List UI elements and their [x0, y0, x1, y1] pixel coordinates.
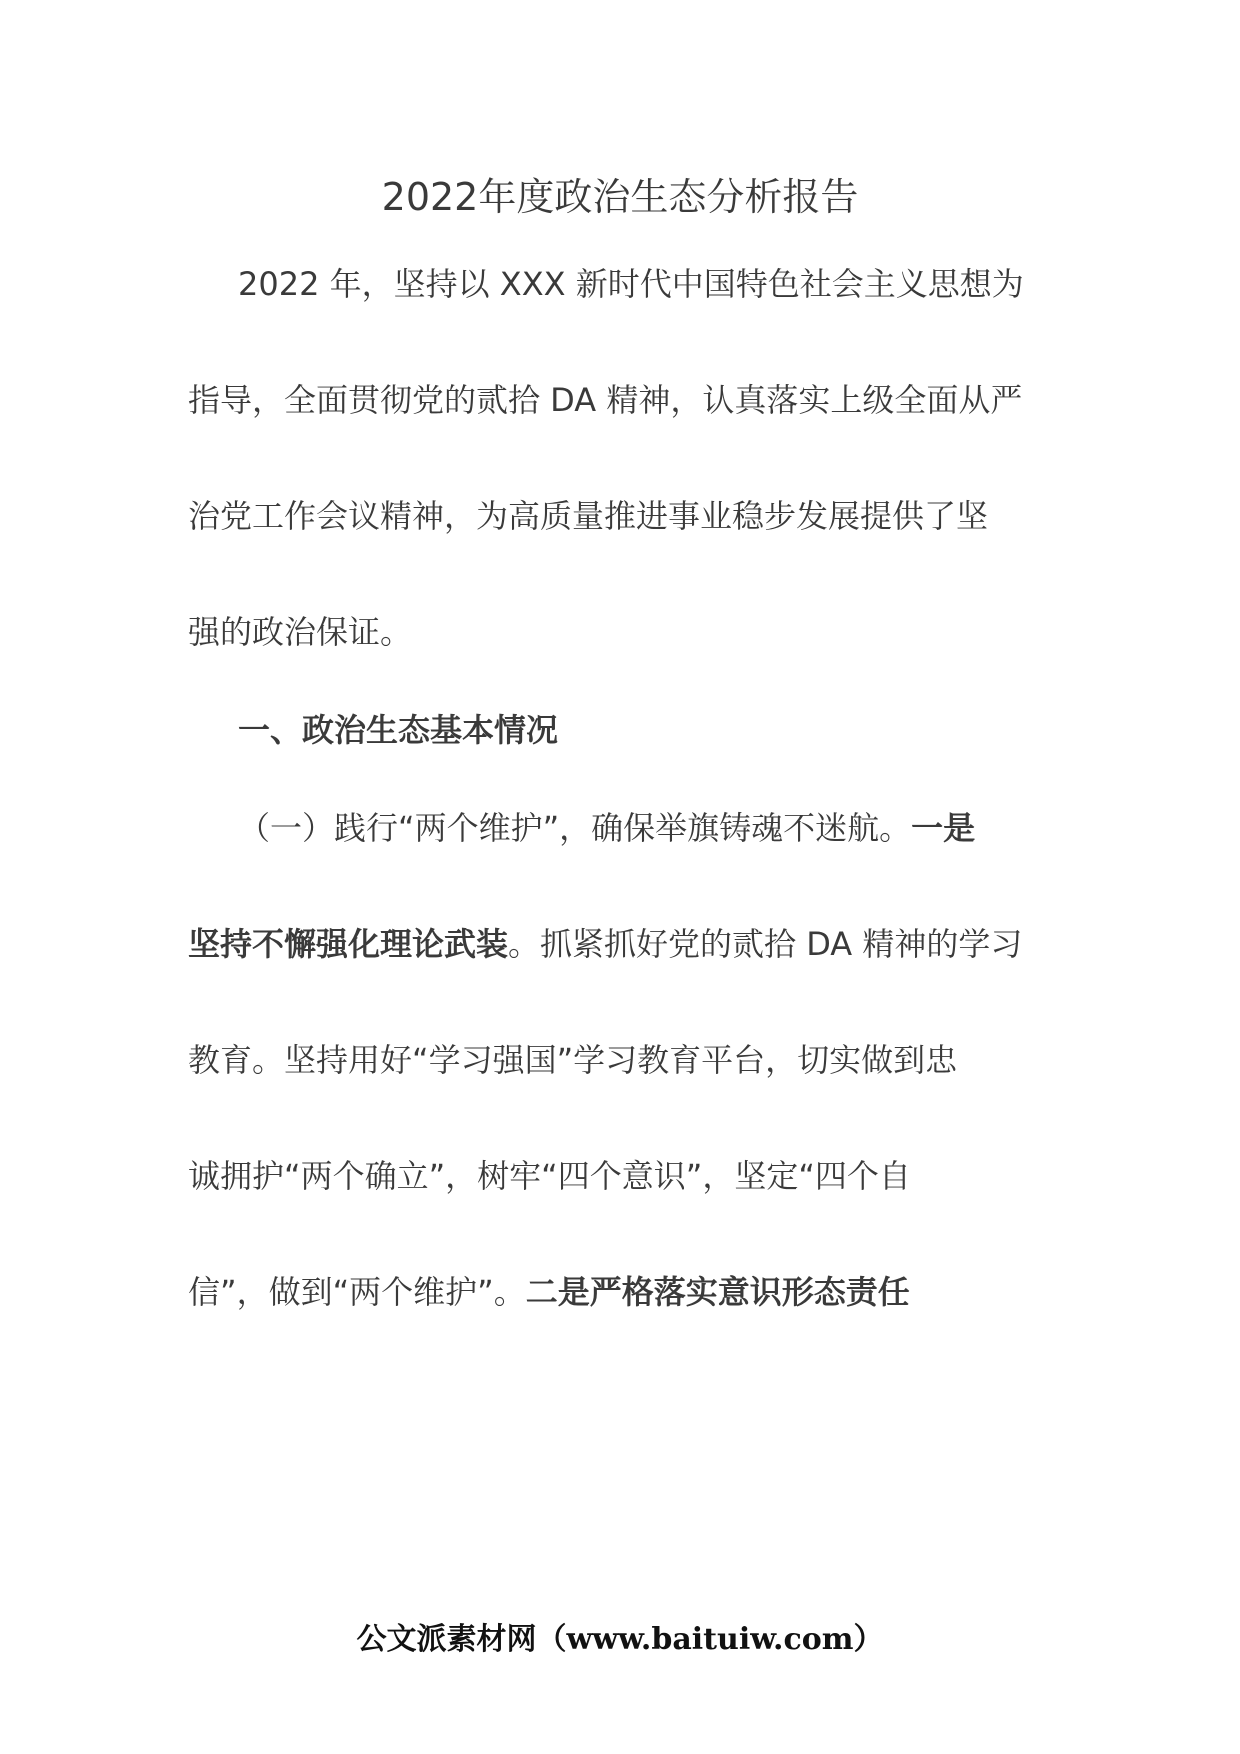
document-title: 2022年度政治生态分析报告 [381, 175, 859, 219]
subsection-line-5-text: 信”，做到“两个维护”。 [188, 1273, 526, 1311]
subsection-line-2 [188, 922, 1022, 966]
point-1-text: 。抓紧抓好党的贰拾 DA 精神的学习 [508, 925, 1023, 963]
intro-line-2: 指导，全面贯彻党的贰拾 DA 精神，认真落实上级全面从严 [188, 381, 1023, 419]
subsection-line-4: 诚拥护“两个确立”，树牢“四个意识”，坚定“四个自 [188, 1157, 911, 1195]
point-1-ordinal: 一是 [911, 809, 976, 847]
subsection-line-1 [238, 806, 975, 850]
intro-line-1: 2022 年，坚持以 XXX 新时代中国特色社会主义思想为 [238, 265, 1024, 303]
point-2-title: 二是严格落实意识形态责任 [525, 1273, 910, 1311]
subsection-line-5 [188, 1270, 910, 1314]
intro-line-4: 强的政治保证。 [188, 613, 413, 651]
point-1-title: 坚持不懈强化理论武装 [188, 925, 509, 963]
section-heading-1: 一、政治生态基本情况 [238, 711, 559, 749]
footer-watermark: 公文派素材网（www.baituiw.com） [356, 1622, 884, 1657]
subsection-heading: （一）践行“两个维护”，确保举旗铸魂不迷航。 [238, 809, 912, 847]
intro-line-3: 治党工作会议精神，为高质量推进事业稳步发展提供了坚 [188, 497, 989, 535]
subsection-line-3: 教育。坚持用好“学习强国”学习教育平台，切实做到忠 [188, 1041, 958, 1079]
